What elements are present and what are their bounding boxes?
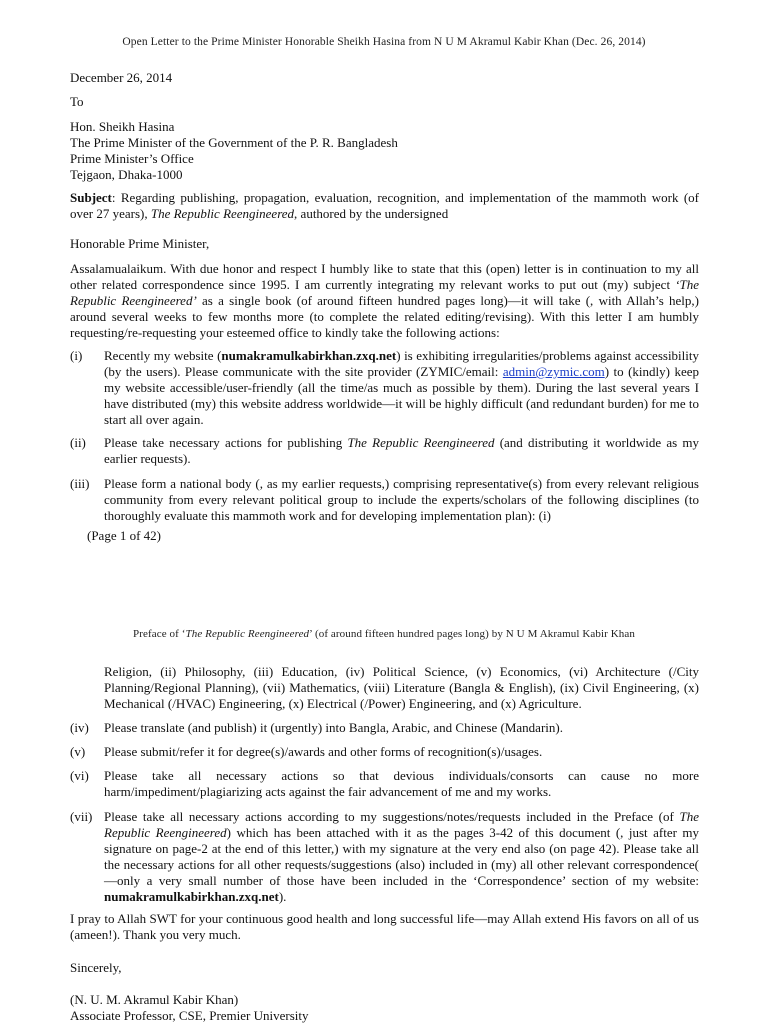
item-text: Please take all necessary actions so that devious individuals/consorts can cause no more harm/impediment/plagiarizing acts against the fair advancement of me and my works. [104,768,699,799]
subject-line: Subject: Regarding publishing, propagation, evaluation, recognition, and implementation of the mammoth work (of over 27 years), The Republic Reengineered, authored by the undersigned [70,190,699,221]
book-title: The Republic Reengineered [347,435,495,450]
item-text: Please submit/refer it for degree(s)/awards and other forms of recognition(s)/usages. [104,744,543,759]
recipient-block [70,119,699,183]
book-title: The Republic Reengineered [150,206,295,221]
item-number: (iv) [70,720,89,735]
item-number: (ii) [70,435,86,450]
book-title: The Republic Reengineered [104,809,699,840]
item-text: Please take all necessary actions according to my suggestions/notes/requests included in the Preface (of The Republic Reengineered) which has been attached with it as the pages 3-42 of this document (, just after my signature on page-2 at the end of this letter,) with my signature at the very end also (on page 42). Please take all the necessary actions for all other requests/suggestions (also) included in (my) all other relevant correspondence( —only a very small number of those have been included in the ‘Correspondence’ section of my website: numakramulkabirkhan.zxq.net). [104,809,700,904]
subject-label: Subject [70,190,112,205]
page-header: Open Letter to the Prime Minister Honorable Sheikh Hasina from N U M Akramul Kabir Khan (Dec. 26, 2014) [122,36,646,48]
signature-title: Associate Professor, CSE, Premier University [70,1008,309,1023]
book-title: ‘The Republic Reengineered’ [70,277,699,308]
recipient-address: Tejgaon, Dhaka-1000 [70,167,183,182]
book-title: The Republic Reengineered [185,628,310,640]
item-text: Please take necessary actions for publishing The Republic Reengineered (and distributing it worldwide as my earlier requests). [104,435,699,466]
intro-paragraph: Assalamualaikum. With due honor and respect I humbly like to state that this (open) letter is in continuation to my all other related correspondence since 1995. I am currently integrating my relevant works to put out (my) subject ‘The Republic Reengineered’ as a single book (of around fifteen hundred pages long)—it will take (, with Allah’s help,) around several weeks to few months more (to complete the related editing/revising). With this letter I am humbly requesting/re-requesting your esteemed office to kindly take the following actions: [70,261,699,340]
closing-paragraph: I pray to Allah SWT for your continuous good health and long successful life—may Allah extend His favors on all of us (ameen!). Thank you very much. [70,911,699,942]
recipient-office: Prime Minister’s Office [70,151,194,166]
recipient-position: The Prime Minister of the Government of the P. R. Bangladesh [70,135,398,150]
email-link[interactable]: admin@zymic.com [502,364,605,379]
item-text: Please form a national body (, as my earlier requests,) comprising representative(s) from every relevant religious community from every relevant political group to include the experts/scholars of the following disciplines (to thoroughly evaluate this mammoth work and for developing implementation plan): (i) [104,476,699,523]
website-address: numakramulkabirkhan.zxq.net [104,889,279,904]
item-number: (iii) [70,476,90,491]
salutation: Honorable Prime Minister, [70,236,210,251]
recipient-name: Hon. Sheikh Hasina [70,119,175,134]
letter-page-2 [0,560,768,1024]
item-number: (i) [70,348,83,363]
continuation-text: Religion, (ii) Philosophy, (iii) Education, (iv) Political Science, (v) Economics, (vi) Architecture (/City Planning/Regional Planning), (vii) Mathematics, (viii) Literature (Bangla & English), (ix) Civil Engineering, (x) Mechanical (/HVAC) Engineering, (x) Electrical (/Power) Engineering, and (x) Agriculture. [104,664,699,711]
page-header: Preface of ‘The Republic Reengineered’ (of around fifteen hundred pages long) by N U M Akramul Kabir Khan [133,628,635,640]
signature-block [70,992,699,1024]
item-number: (vi) [70,768,89,783]
item-text: Please translate (and publish) it (urgently) into Bangla, Arabic, and Chinese (Mandarin). [104,720,563,735]
item-text: Recently my website (numakramulkabirkhan.zxq.net) is exhibiting irregularities/problems against accessibility (by the users). Please communicate with the site provider (ZYMIC/email: admin@zymic.com) to (kindly) keep my website accessible/user-friendly (all the time/as much as possible by them). During the last several years I have distributed (my) this website address worldwide—it will be highly difficult (and redundant burden) for me to start all over again. [104,348,699,427]
website-address: numakramulkabirkhan.zxq.net [221,348,397,363]
sincerely: Sincerely, [70,960,122,975]
item-number: (v) [70,744,86,759]
page-number: (Page 1 of 42) [87,528,162,543]
to-line: To [70,94,84,109]
signature-name: (N. U. M. Akramul Kabir Khan) [70,992,239,1007]
item-number: (vii) [70,809,93,824]
letter-date: December 26, 2014 [70,70,173,85]
